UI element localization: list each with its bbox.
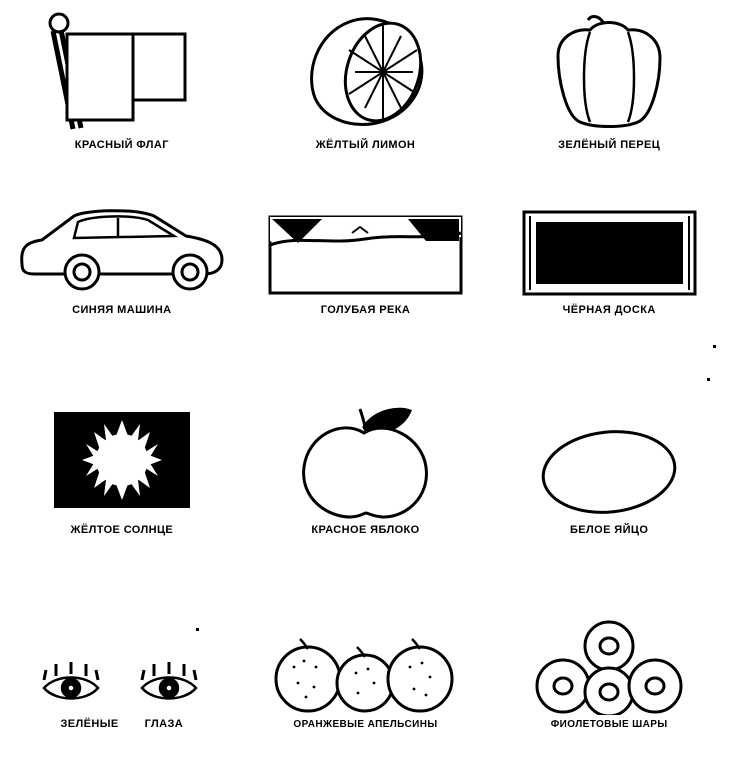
caption-car: СИНЯЯ МАШИНА <box>72 304 172 316</box>
card-river <box>250 215 480 316</box>
caption-lemon: ЖЁЛТЫЙ ЛИМОН <box>315 139 416 151</box>
sun-icon <box>52 410 192 520</box>
card-flag <box>7 10 237 151</box>
card-balls <box>494 620 724 730</box>
card-pepper <box>494 10 724 151</box>
row-1 <box>0 10 731 151</box>
caption-balls: ФИОЛЕТОВЫЕ ШАРЫ <box>550 719 668 730</box>
caption-eyes-object: ГЛАЗА <box>144 718 184 730</box>
scan-speck <box>196 628 199 631</box>
scan-speck <box>707 378 710 381</box>
caption-oranges: ОРАНЖЕВЫЕ АПЕЛЬСИНЫ <box>293 719 438 730</box>
row-3 <box>0 405 731 536</box>
caption-sun: ЖЁЛТОЕ СОЛНЦЕ <box>70 524 174 536</box>
card-eyes <box>7 654 237 730</box>
caption-apple: КРАСНОЕ ЯБЛОКО <box>311 524 420 536</box>
egg-icon <box>534 420 684 520</box>
river-icon <box>268 215 463 300</box>
car-icon <box>14 200 229 300</box>
card-apple <box>250 405 480 536</box>
card-egg <box>494 420 724 536</box>
caption-pepper: ЗЕЛЁНЫЙ ПЕРЕЦ <box>558 139 661 151</box>
caption-flag: КРАСНЫЙ ФЛАГ <box>74 139 169 151</box>
card-sun <box>7 410 237 536</box>
row-2 <box>0 200 731 316</box>
caption-egg: БЕЛОЕ ЯЙЦО <box>569 524 649 536</box>
card-blackboard <box>494 210 724 316</box>
flag-icon <box>37 10 207 135</box>
card-lemon <box>250 10 480 151</box>
apple-icon <box>290 405 440 520</box>
balls-icon <box>527 620 692 715</box>
caption-river: ГОЛУБАЯ РЕКА <box>320 304 411 316</box>
lemon-icon <box>295 10 435 135</box>
row-4 <box>0 620 731 730</box>
pepper-icon <box>534 10 684 135</box>
blackboard-icon <box>522 210 697 300</box>
caption-eyes-color: ЗЕЛЁНЫЕ <box>60 718 119 730</box>
caption-blackboard: ЧЁРНАЯ ДОСКА <box>562 304 656 316</box>
eyes-icon <box>32 654 212 714</box>
oranges-icon <box>270 637 460 715</box>
card-car <box>7 200 237 316</box>
card-oranges <box>250 637 480 730</box>
scan-speck <box>713 345 716 348</box>
